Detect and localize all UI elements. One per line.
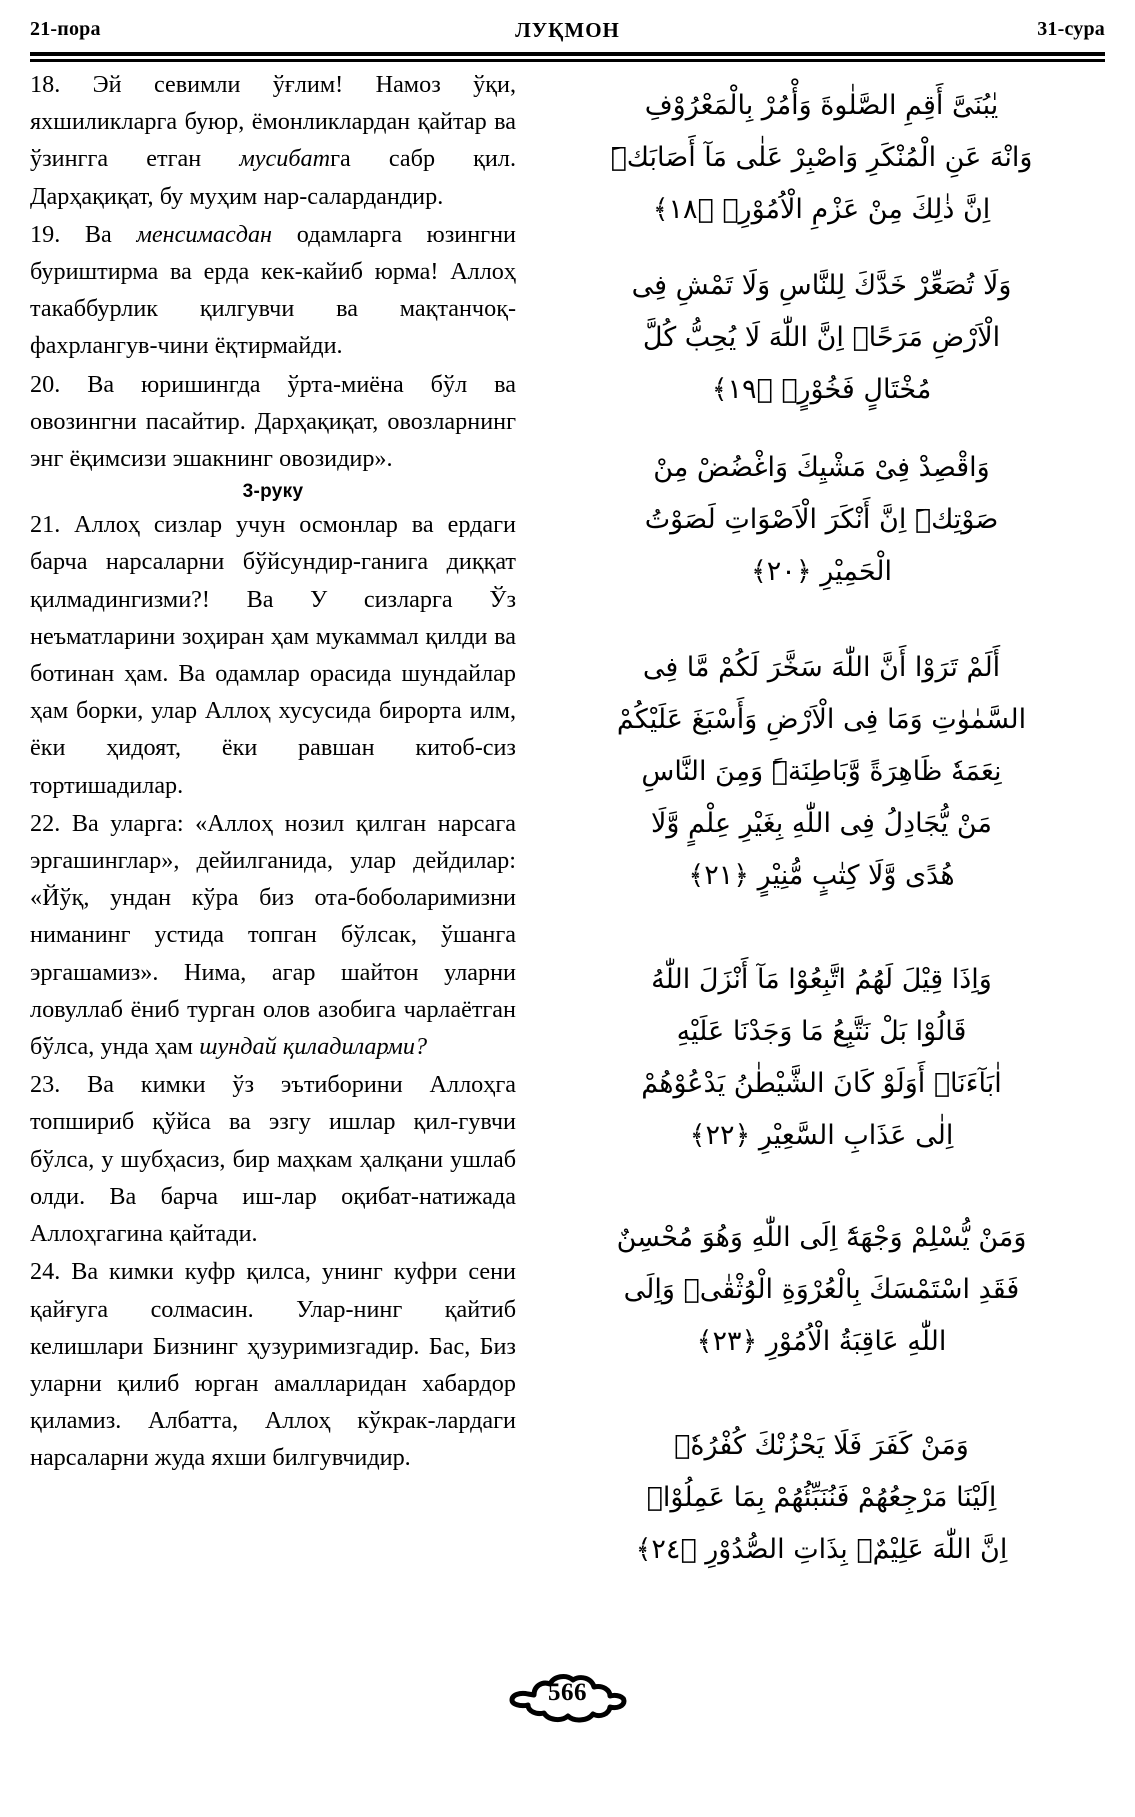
arabic-line: اِنَّ ذٰلِكَ مِنْ عَزْمِ الْاُمُوْرِۚ ﴿١٨﴾ [652, 194, 991, 225]
arabic-line: اِلٰى عَذَابِ السَّعِيْرِ ﴿٢٢﴾ [689, 1120, 954, 1151]
arabic-verse-19 [536, 260, 1107, 416]
verse-paragraph-22: 22. Ва уларга: «Аллоҳ нозил қилган нарсага эргашинглар», дейилганида, улар дейдилар: «Йўқ, ундан кўра биз ота-боболаримизни ниманинг устида топган бўлсак, ўшанга эргашамиз». Нима, агар шайтон уларни ловуллаб ёниб турган олов азобига чарлаётган бўлса, унда ҳам шундай қиладиларми? [30, 809, 516, 1061]
verse-paragraph-19: 19. Ва менсимасдан одамларга юзингни буриштирма ва ерда кек-кайиб юрма! Аллоҳ такаббурлик қилгувчи ва мақтанчоқ-фахрлангув-чини ёқтирмайди. [30, 220, 516, 360]
arabic-line: اِنَّ اللّٰهَ عَلِيْمٌۢ بِذَاتِ الصُّدُوْرِ ﴿٢٤﴾ [635, 1534, 1008, 1565]
verse-paragraph-24: 24. Ва кимки куфр қилса, унинг куфри сени қайғуга солмасин. Улар-нинг қайтиб келишлари Бизнинг ҳузуримизгадир. Бас, Биз уларни қилиб юрган амалларидан хабардор қиламиз. Албатта, Аллоҳ кўкрак-лардаги нарсаларни жуда яхши билгувчидир. [30, 1258, 516, 1472]
header-surah-number: 31-сура [1037, 18, 1105, 40]
arabic-line: وَانْهَ عَنِ الْمُنْكَرِ وَاصْبِرْ عَلٰى مَآ أَصَابَكَۜ [610, 142, 1033, 173]
arabic-line: اٰبَآءَنَاۜ أَوَلَوْ كَانَ الشَّيْطٰنُ يَدْعُوْهُمْ [641, 1068, 1002, 1099]
arabic-verse-18 [536, 80, 1107, 236]
header-juz-label: 21-пора [30, 18, 101, 40]
verse-paragraph-21: 21. Аллоҳ сизлар учун осмонлар ва ердаги барча нарсаларни бўйсундир-ганига диққат қилмадингизми?! Ва У сизларга Ўз неъматларини зоҳиран ҳам мукаммал қилди ва ботинан ҳам. Ва одамлар орасида шундайлар ҳам борки, улар Аллоҳ хусусида бирорта илм, ёки ҳидоят, ёки равшан китоб-сиз тортишадилар. [30, 511, 516, 799]
arabic-verse-20 [536, 442, 1107, 598]
arabic-verse-21 [536, 642, 1107, 902]
arabic-line: مُخْتَالٍ فَخُوْرٍۚ ﴿١٩﴾ [711, 374, 932, 405]
arabic-verse-23 [536, 1212, 1107, 1368]
arabic-line: نِعَمَهٗ ظَاهِرَةً وَّبَاطِنَةًۜ وَمِنَ النَّاسِ [641, 756, 1002, 787]
translation-column [30, 66, 522, 1687]
verse-paragraph-23: 23. Ва кимки ўз эътиборини Аллоҳга топшириб қўйса ва эзгу ишлар қил-гувчи бўлса, у шубҳасиз, бир маҳкам ҳалқани ушлаб олди. Ва барча иш-лар оқибат-натижада Аллоҳгагина қайтади. [30, 1071, 516, 1248]
arabic-line: فَقَدِ اسْتَمْسَكَ بِالْعُرْوَةِ الْوُثْقٰىۜ وَاِلَى [623, 1274, 1020, 1305]
arabic-line: وَاقْصِدْ فِىْ مَشْيِكَ وَاغْضُضْ مِنْ [653, 452, 990, 483]
divider-thin-rule [30, 59, 1105, 62]
arabic-line: الْحَمِيْرِ ﴿٢٠﴾ [750, 556, 893, 587]
page-number: 566 [548, 1678, 587, 1706]
arabic-line: يٰبُنَىَّ أَقِمِ الصَّلٰوةَ وَأْمُرْ بِالْمَعْرُوْفِ [644, 90, 999, 121]
arabic-line: أَلَمْ تَرَوْا أَنَّ اللّٰهَ سَخَّرَ لَكُمْ مَّا فِى [642, 652, 1001, 683]
verse-paragraph-18: 18. Эй севимли ўғлим! Намоз ўқи, яхшиликларга буюр, ёмонликлардан қайтар ва ўзингга етган мусибатга сабр қил. Дарҳақиқат, бу муҳим нар-салардандир. [30, 71, 516, 210]
verse-paragraph-20: 20. Ва юришингда ўрта-миёна бўл ва овозингни пасайтир. Дарҳақиқат, овозларнинг энг ёқимсизи эшакнинг овозидир». [30, 370, 516, 473]
header-surah-title: ЛУҚМОН [515, 18, 620, 42]
arabic-line: وَمَنْ يُّسْلِمْ وَجْهَهٗٓ اِلَى اللّٰهِ وَهُوَ مُحْسِنٌ [616, 1222, 1027, 1253]
arabic-verse-24 [536, 1420, 1107, 1576]
arabic-line: اِلَيْنَا مَرْجِعُهُمْ فَنُنَبِّئُهُمْ بِمَا عَمِلُوْاۜ [646, 1482, 997, 1513]
page-columns [0, 66, 1135, 1687]
arabic-line: وَلَا تُصَعِّرْ خَدَّكَ لِلنَّاسِ وَلَا تَمْشِ فِى [631, 270, 1012, 301]
ruku-heading: 3-руку [242, 481, 304, 503]
arabic-line: هُدًى وَّلَا كِتٰبٍ مُّنِيْرٍ ﴿٢١﴾ [688, 860, 955, 891]
header-divider [30, 52, 1105, 62]
arabic-line: قَالُوْا بَلْ نَتَّبِعُ مَا وَجَدْنَا عَلَيْهِ [676, 1016, 967, 1047]
folio-ornament-frame [504, 1667, 632, 1723]
arabic-verse-22 [536, 954, 1107, 1162]
arabic-line: السَّمٰوٰتِ وَمَا فِى الْاَرْضِ وَأَسْبَغَ عَلَيْكُمْ [616, 704, 1027, 735]
arabic-line: وَمَنْ كَفَرَ فَلَا يَحْزُنْكَ كُفْرُهٗۜ [674, 1430, 969, 1461]
arabic-line: الْاَرْضِ مَرَحًاۜ اِنَّ اللّٰهَ لَا يُحِبُّ كُلَّ [642, 322, 1001, 353]
arabic-line: مَنْ يُّجَادِلُ فِى اللّٰهِ بِغَيْرِ عِلْمٍ وَّلَا [651, 808, 992, 839]
arabic-line: وَاِذَا قِيْلَ لَهُمُ اتَّبِعُوْا مَآ أَنْزَلَ اللّٰهُ [651, 964, 992, 995]
arabic-line: صَوْتِكَۜ اِنَّ أَنْكَرَ الْاَصْوَاتِ لَصَوْتُ [644, 504, 999, 535]
arabic-line: اللّٰهِ عَاقِبَةُ الْاُمُوْرِ ﴿٢٣﴾ [696, 1326, 947, 1357]
arabic-column [536, 66, 1107, 1687]
folio-area [0, 1665, 1135, 1725]
running-header [30, 18, 1105, 48]
